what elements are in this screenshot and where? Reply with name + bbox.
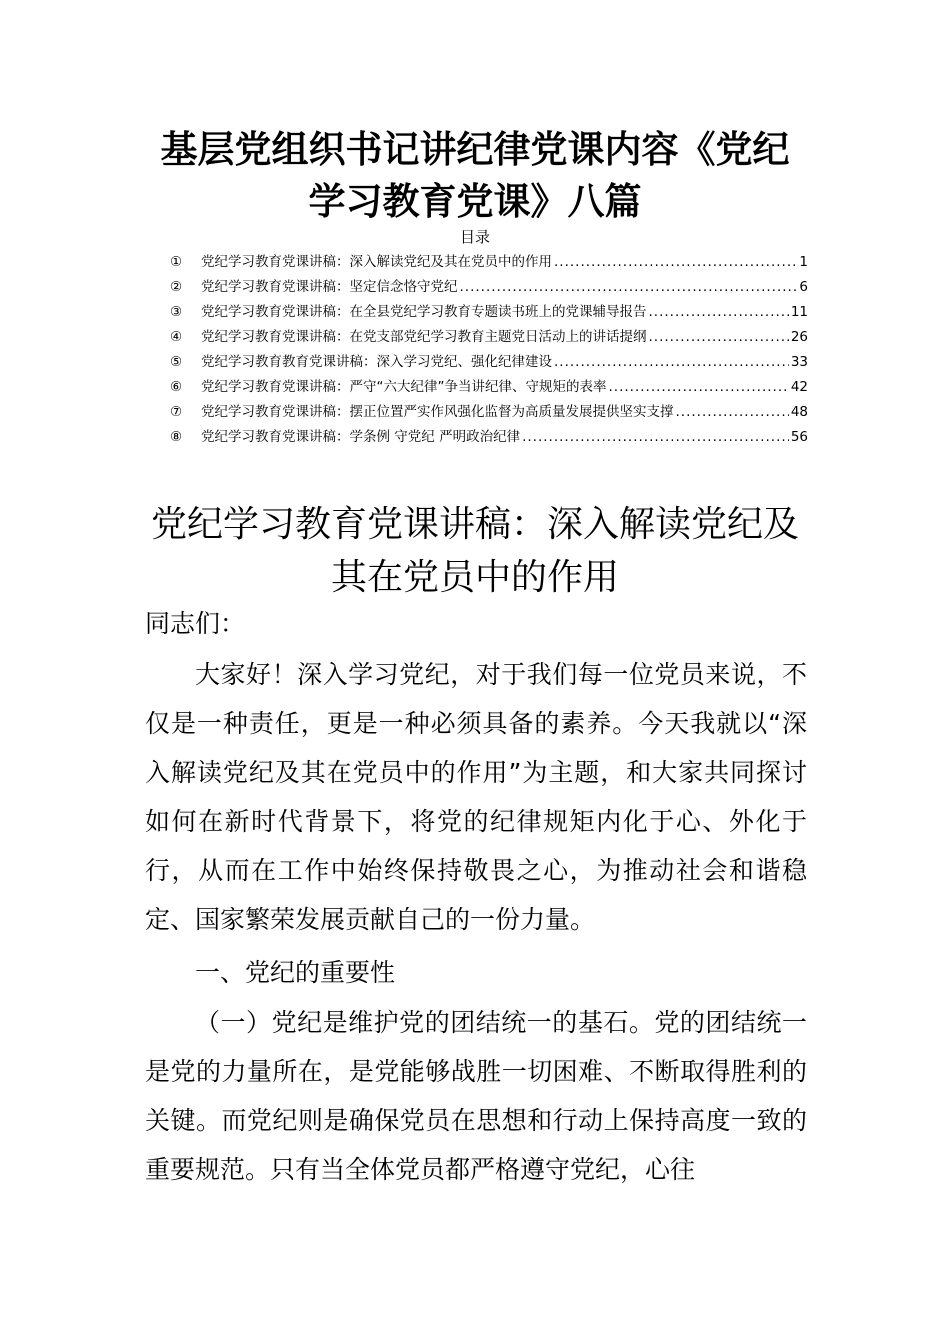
toc-entry-page: 1 (799, 254, 808, 270)
toc-entry[interactable] (170, 325, 808, 350)
toc-entry-number: ⑥ (170, 379, 183, 395)
toc-entry-title: 党纪学习教育党课讲稿：摆正位置严实作风强化监督为高质量发展提供坚实支撑 (201, 404, 674, 420)
body-paragraph: 大家好！深入学习党纪，对于我们每一位党员来说，不仅是一种责任，更是一种必须具备的素养。今天我就以“深入解读党纪及其在党员中的作用”为主题，和大家共同探讨如何在新时代背景下，将党的纪律规矩内化于心、外化于行，从而在工作中始终保持敬畏之心，为推动社会和谐稳定、国家繁荣发展贡献自己的一份力量。 (145, 660, 807, 934)
toc-dot-leader (522, 425, 789, 450)
toc-entry-page: 48 (790, 404, 808, 420)
toc-heading: 目录 (459, 228, 490, 246)
toc-dot-leader (609, 375, 789, 400)
toc-entry-number: ④ (170, 329, 183, 345)
toc-entry-title: 党纪学习教育党课讲稿：在党支部党纪学习教育主题党日活动上的讲话提纲 (201, 329, 647, 345)
toc-dot-leader (649, 300, 789, 325)
toc-entry-page: 33 (790, 354, 808, 370)
toc-entry-page: 6 (799, 279, 808, 295)
toc-entry-page: 56 (790, 429, 808, 445)
toc-entry[interactable] (170, 300, 808, 325)
document-title: 基层党组织书记讲纪律党课内容《党纪学习教育党课》八篇 (160, 128, 790, 223)
toc-entry-title: 党纪学习教育党课讲稿：深入解读党纪及其在党员中的作用 (201, 254, 552, 270)
body-paragraph: （一）党纪是维护党的团结统一的基石。党的团结统一是党的力量所在，是党能够战胜一切困难、不断取得胜利的关键。而党纪则是确保党员在思想和行动上保持高度一致的重要规范。只有当全体党员都严格遵守党纪，心往 (145, 1008, 807, 1184)
toc-entry[interactable] (170, 250, 808, 275)
toc-entry-number: ⑧ (170, 429, 183, 445)
toc-dot-leader (554, 350, 789, 375)
toc-dot-leader (649, 325, 789, 350)
toc-entry-number: ⑤ (170, 354, 183, 370)
toc-entry-number: ① (170, 254, 183, 270)
table-of-contents (170, 250, 808, 450)
toc-entry[interactable] (170, 350, 808, 375)
toc-dot-leader (460, 275, 798, 300)
article-title: 党纪学习教育党课讲稿：深入解读党纪及其在党员中的作用 (150, 504, 799, 598)
toc-entry-title: 党纪学习教育党课讲稿：坚定信念恪守党纪 (201, 279, 458, 295)
toc-dot-leader (676, 400, 789, 425)
toc-entry-page: 42 (790, 379, 808, 395)
toc-entry[interactable] (170, 425, 808, 450)
toc-entry-number: ② (170, 279, 183, 295)
toc-entry-title: 党纪学习教育党课讲稿：在全县党纪学习教育专题读书班上的党课辅导报告 (201, 304, 647, 320)
toc-entry-page: 11 (790, 304, 808, 320)
toc-entry-number: ⑦ (170, 404, 183, 420)
toc-entry[interactable] (170, 400, 808, 425)
toc-entry-title: 党纪学习教育党课讲稿：学条例 守党纪 严明政治纪律 (201, 429, 521, 445)
toc-entry[interactable] (170, 275, 808, 300)
toc-entry-number: ③ (170, 304, 183, 320)
toc-entry-title: 党纪学习教育教育党课讲稿：深入学习党纪、强化纪律建设 (201, 354, 552, 370)
toc-entry-page: 26 (790, 329, 808, 345)
salutation: 同志们： (145, 609, 246, 638)
toc-entry-title: 党纪学习教育党课讲稿：严守“六大纪律”争当讲纪律、守规矩的表率 (201, 379, 607, 395)
toc-dot-leader (554, 250, 797, 275)
section-heading: 一、党纪的重要性 (195, 958, 396, 987)
toc-entry[interactable] (170, 375, 808, 400)
